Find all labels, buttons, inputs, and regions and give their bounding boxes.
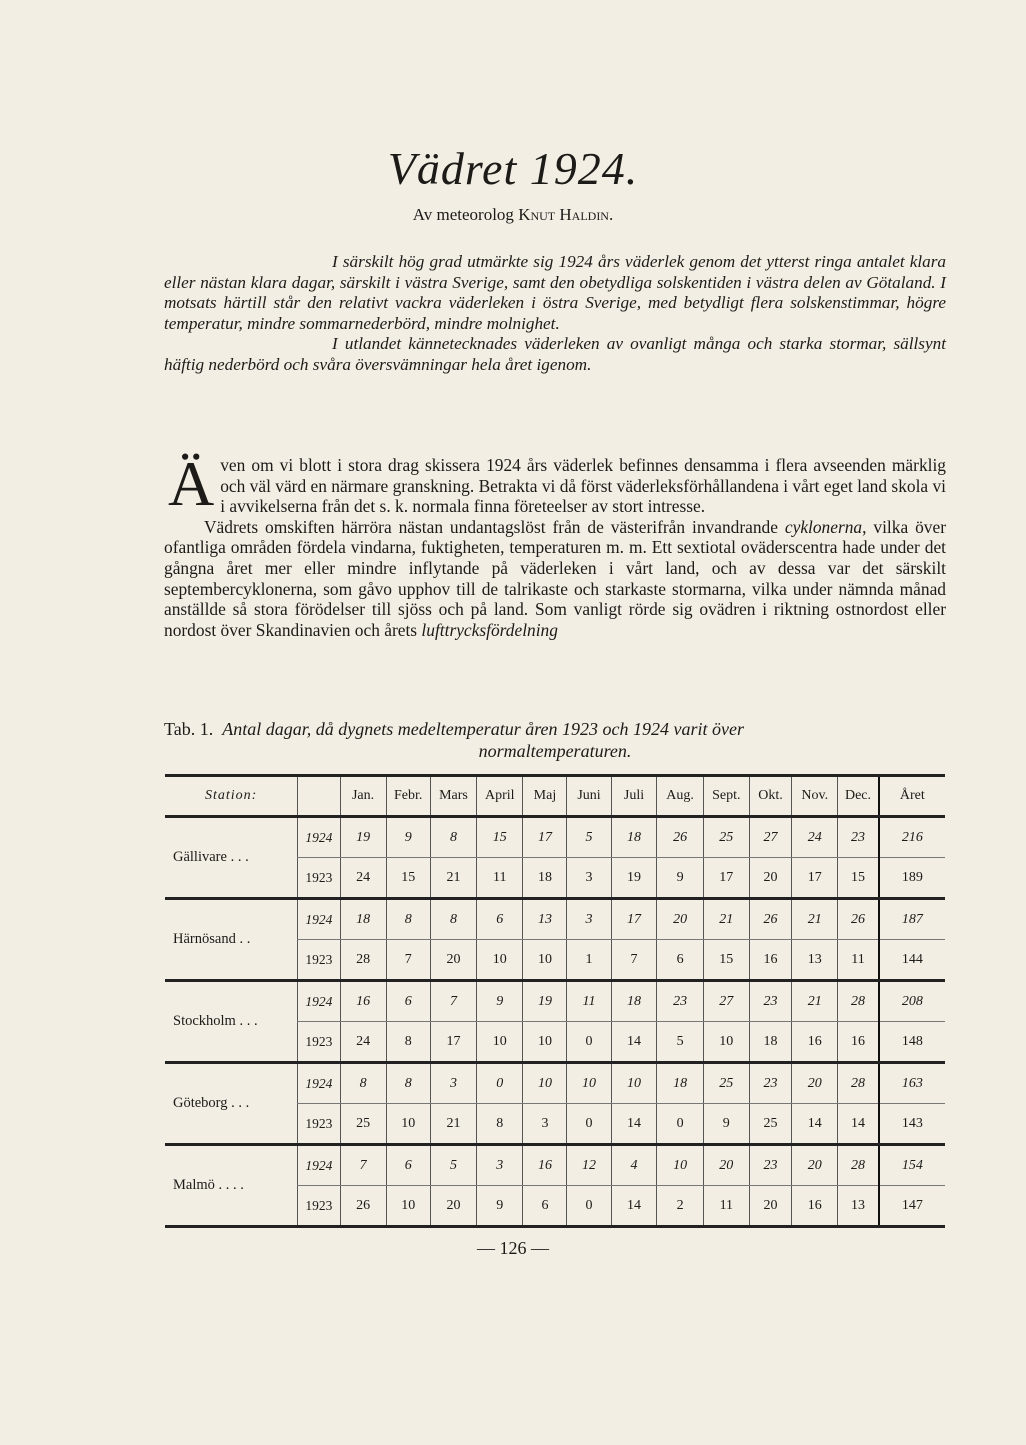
year-cell: 1923 [298,1022,340,1063]
month-value-cell: 16 [838,1022,879,1063]
month-value-cell: 18 [611,817,657,858]
month-value-cell: 7 [430,981,476,1022]
station-name: Göteborg . . . [165,1063,298,1145]
table-label: Tab. 1. [164,719,214,739]
annual-total-cell: 144 [879,940,945,981]
byline [0,205,1026,225]
month-value-cell: 28 [838,981,879,1022]
month-value-cell: 6 [386,981,430,1022]
month-value-cell: 23 [749,981,791,1022]
month-value-cell: 10 [386,1104,430,1145]
month-value-cell: 0 [567,1186,611,1227]
month-value-cell: 11 [477,858,523,899]
column-header: Året [879,776,945,817]
month-value-cell: 17 [430,1022,476,1063]
column-header: Juli [611,776,657,817]
annual-total-cell: 147 [879,1186,945,1227]
month-value-cell: 20 [792,1063,838,1104]
month-value-cell: 8 [430,899,476,940]
body-text: Vädrets omskiften härröra nästan undantagslöst från de västerifrån invandrande [204,516,785,537]
annual-total-cell: 187 [879,899,945,940]
drop-cap: Ä [168,448,215,519]
column-header: Station: [165,776,298,817]
month-value-cell: 10 [657,1145,703,1186]
year-cell: 1924 [298,1145,340,1186]
month-value-cell: 3 [567,858,611,899]
month-value-cell: 20 [749,858,791,899]
annual-total-cell: 216 [879,817,945,858]
column-header: Okt. [749,776,791,817]
month-value-cell: 21 [430,1104,476,1145]
month-value-cell: 8 [386,1022,430,1063]
month-value-cell: 14 [792,1104,838,1145]
station-name: Stockholm . . . [165,981,298,1063]
month-value-cell: 20 [703,1145,749,1186]
emphasis: cyklonerna [784,516,863,537]
month-value-cell: 23 [749,1063,791,1104]
month-value-cell: 26 [657,817,703,858]
month-value-cell: 8 [477,1104,523,1145]
annual-total-cell: 154 [879,1145,945,1186]
month-value-cell: 20 [749,1186,791,1227]
table-caption [164,718,946,762]
month-value-cell: 25 [340,1104,386,1145]
body-text: ven om vi blott i stora drag skissera 1924 års väderlek befinnes densamma i flera avseenden märklig och väl värd en närmare granskning. Betrakta vi då först väderleksförhållandena i vårt eget land skola vi i avvikelserna från det s. k. normala finna företeelser av stort intresse. [220,455,947,517]
year-cell: 1923 [298,940,340,981]
table-row [165,1145,945,1186]
month-value-cell: 11 [838,940,879,981]
month-value-cell: 17 [611,899,657,940]
month-value-cell: 5 [430,1145,476,1186]
month-value-cell: 10 [703,1022,749,1063]
month-value-cell: 8 [430,817,476,858]
column-header: Aug. [657,776,703,817]
month-value-cell: 10 [386,1186,430,1227]
temperature-table [165,774,945,1228]
month-value-cell: 9 [477,1186,523,1227]
year-cell: 1924 [298,899,340,940]
column-header: April [477,776,523,817]
month-value-cell: 23 [657,981,703,1022]
page-number: — 126 — [477,1238,549,1258]
intro-paragraph: I särskilt hög grad utmärkte sig 1924 års väderlek genom det ytterst ringa antalet klara eller nästan klara dagar, särskilt i västra Sverige, samt den obetydliga solskentiden i västra delen av Götaland. I motsats härtill står den relativt vackra väderleken i östra Sverige, med betydligt flera solskenstimmar, högre temperatur, mindre sommarnederbörd, mindre molnighet. [164,252,946,333]
month-value-cell: 3 [567,899,611,940]
month-value-cell: 23 [749,1145,791,1186]
table-row [165,899,945,940]
month-value-cell: 13 [523,899,567,940]
month-value-cell: 10 [567,1063,611,1104]
month-value-cell: 17 [792,858,838,899]
month-value-cell: 7 [611,940,657,981]
annual-total-cell: 208 [879,981,945,1022]
month-value-cell: 15 [477,817,523,858]
annual-total-cell: 148 [879,1022,945,1063]
month-value-cell: 7 [386,940,430,981]
month-value-cell: 16 [340,981,386,1022]
month-value-cell: 10 [523,1022,567,1063]
month-value-cell: 18 [523,858,567,899]
annual-total-cell: 143 [879,1104,945,1145]
year-cell: 1923 [298,858,340,899]
month-value-cell: 21 [792,899,838,940]
month-value-cell: 15 [838,858,879,899]
month-value-cell: 13 [838,1186,879,1227]
month-value-cell: 10 [477,940,523,981]
month-value-cell: 10 [523,1063,567,1104]
column-header: Jan. [340,776,386,817]
table-row [165,981,945,1022]
month-value-cell: 18 [657,1063,703,1104]
month-value-cell: 9 [477,981,523,1022]
month-value-cell: 0 [477,1063,523,1104]
month-value-cell: 18 [340,899,386,940]
column-header: Maj [523,776,567,817]
caption-text: Antal dagar, då dygnets medeltemperatur åren 1923 och 1924 varit över [222,719,744,739]
month-value-cell: 16 [523,1145,567,1186]
month-value-cell: 26 [749,899,791,940]
month-value-cell: 24 [340,1022,386,1063]
article-body [164,448,947,640]
station-name: Härnösand . . [165,899,298,981]
month-value-cell: 6 [477,899,523,940]
month-value-cell: 28 [838,1145,879,1186]
month-value-cell: 19 [340,817,386,858]
intro-summary [164,252,946,376]
month-value-cell: 6 [657,940,703,981]
annual-total-cell: 163 [879,1063,945,1104]
article-title: Vädret 1924. [387,143,639,194]
month-value-cell: 26 [838,899,879,940]
body-paragraph [164,517,946,641]
month-value-cell: 17 [523,817,567,858]
column-header: Juni [567,776,611,817]
table-header-row [165,776,945,817]
year-cell: 1923 [298,1186,340,1227]
month-value-cell: 24 [340,858,386,899]
month-value-cell: 15 [703,940,749,981]
column-header: Mars [430,776,476,817]
year-cell: 1923 [298,1104,340,1145]
caption-text-line2: normaltemperaturen. [478,741,632,761]
month-value-cell: 13 [792,940,838,981]
month-value-cell: 12 [567,1145,611,1186]
intro-paragraph: I utlandet kännetecknades väderleken av ovanligt många och starka stormar, sällsynt häftig nederbörd och svåra översvämningar hela året igenom. [164,334,946,374]
month-value-cell: 16 [749,940,791,981]
month-value-cell: 19 [611,858,657,899]
month-value-cell: 0 [657,1104,703,1145]
month-value-cell: 16 [792,1022,838,1063]
column-header: Nov. [792,776,838,817]
month-value-cell: 23 [838,817,879,858]
month-value-cell: 9 [703,1104,749,1145]
month-value-cell: 28 [838,1063,879,1104]
month-value-cell: 8 [386,1063,430,1104]
month-value-cell: 1 [567,940,611,981]
station-name: Gällivare . . . [165,817,298,899]
month-value-cell: 20 [657,899,703,940]
month-value-cell: 10 [477,1022,523,1063]
month-value-cell: 3 [523,1104,567,1145]
month-value-cell: 3 [430,1063,476,1104]
month-value-cell: 14 [611,1104,657,1145]
month-value-cell: 8 [340,1063,386,1104]
month-value-cell: 21 [792,981,838,1022]
month-value-cell: 5 [657,1022,703,1063]
year-cell: 1924 [298,817,340,858]
table-row [165,1063,945,1104]
month-value-cell: 25 [703,1063,749,1104]
byline-prefix: Av meteorolog [412,205,514,224]
column-header [298,776,340,817]
month-value-cell: 7 [340,1145,386,1186]
month-value-cell: 9 [657,858,703,899]
column-header: Sept. [703,776,749,817]
month-value-cell: 19 [523,981,567,1022]
column-header: Dec. [838,776,879,817]
month-value-cell: 18 [611,981,657,1022]
month-value-cell: 2 [657,1186,703,1227]
month-value-cell: 10 [523,940,567,981]
annual-total-cell: 189 [879,858,945,899]
month-value-cell: 21 [703,899,749,940]
month-value-cell: 3 [477,1145,523,1186]
month-value-cell: 14 [611,1022,657,1063]
month-value-cell: 6 [523,1186,567,1227]
month-value-cell: 20 [792,1145,838,1186]
body-paragraph [164,448,947,519]
column-header: Febr. [386,776,430,817]
month-value-cell: 11 [703,1186,749,1227]
month-value-cell: 20 [430,940,476,981]
month-value-cell: 16 [792,1186,838,1227]
table-row [165,817,945,858]
station-name: Malmö . . . . [165,1145,298,1227]
month-value-cell: 6 [386,1145,430,1186]
year-cell: 1924 [298,1063,340,1104]
month-value-cell: 4 [611,1145,657,1186]
month-value-cell: 28 [340,940,386,981]
month-value-cell: 25 [749,1104,791,1145]
month-value-cell: 14 [838,1104,879,1145]
month-value-cell: 21 [430,858,476,899]
month-value-cell: 11 [567,981,611,1022]
month-value-cell: 0 [567,1104,611,1145]
month-value-cell: 8 [386,899,430,940]
month-value-cell: 27 [703,981,749,1022]
month-value-cell: 27 [749,817,791,858]
month-value-cell: 0 [567,1022,611,1063]
month-value-cell: 26 [340,1186,386,1227]
month-value-cell: 15 [386,858,430,899]
body-text: , vilka över ofantliga områden fördela vindarna, fuktigheten, temperaturen m. m. Ett sextiotal oväderscentra hade under det gångna året mer eller mindre inflytande på väderleken i vårt land, och av dessa var det särskilt septembercyklonerna, som gåvo upphov till de talrikaste och starkaste stormarna, vilka under nämnda månad anställde så stora förödelser till sjöss och på land. Som vanligt rörde sig ovädren i riktning ostnordost eller nordost över Skandinavien och årets [164,516,946,640]
month-value-cell: 9 [386,817,430,858]
month-value-cell: 18 [749,1022,791,1063]
emphasis: lufttrycksfördelning [421,619,558,640]
month-value-cell: 10 [611,1063,657,1104]
author-name: Knut Haldin. [518,205,614,224]
month-value-cell: 24 [792,817,838,858]
month-value-cell: 17 [703,858,749,899]
month-value-cell: 25 [703,817,749,858]
month-value-cell: 20 [430,1186,476,1227]
month-value-cell: 14 [611,1186,657,1227]
month-value-cell: 5 [567,817,611,858]
year-cell: 1924 [298,981,340,1022]
